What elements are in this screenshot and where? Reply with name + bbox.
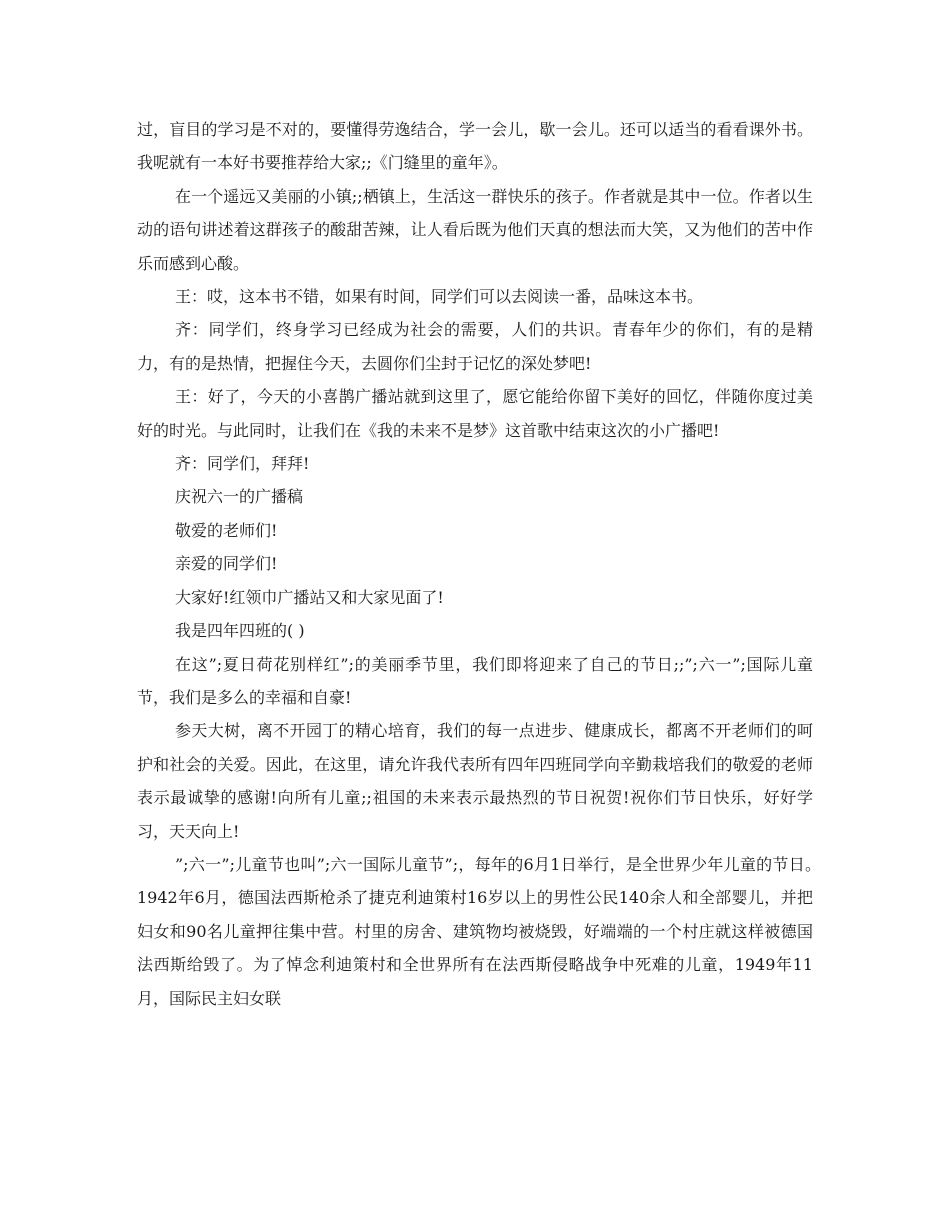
document-body — [137, 113, 830, 1015]
paragraph-11: 我是四年四班的( ) — [175, 621, 305, 641]
paragraph-9: 亲爱的同学们! — [175, 554, 278, 574]
paragraph-2: 在一个遥远又美丽的小镇;;栖镇上，生活这一群快乐的孩子。作者就是其中一位。作者以生动的语句讲述着这群孩子的酸甜苦辣，让人看后既为他们天真的想法而大笑，又为他们的苦中作乐而感到心酸。 — [137, 186, 813, 273]
paragraph-14: ”;六一”;儿童节也叫”;六一国际儿童节”;，每年的6月1日举行，是全世界少年儿童的节日。 1942年6月，德国法西斯枪杀了捷克利迪策村16岁以上的男性公民140余人和全部婴儿，并把妇女和90名儿童押往集中营。村里的房舍、建筑物均被烧毁，好端端的一个村庄就这样被德国法西斯给毁了。为了悼念利迪策村和全世界所有在法西斯侵略战争中死难的儿童，1949年11月，国际民主妇女联 — [137, 854, 830, 1008]
paragraph-5: 王：好了，今天的小喜鹊广播站就到这里了，愿它能给你留下美好的回忆，伴随你度过美好的时光。与此同时，让我们在《我的未来不是梦》这首歌中结束这次的小广播吧! — [137, 387, 813, 440]
paragraph-8: 敬爱的老师们! — [175, 520, 278, 540]
paragraph-1: 过，盲目的学习是不对的，要懂得劳逸结合，学一会儿，歇一会儿。还可以适当的看看课外书。我呢就有一本好书要推荐给大家;;《门缝里的童年》。 — [137, 120, 813, 173]
paragraph-6: 齐：同学们，拜拜! — [175, 454, 310, 474]
paragraph-10: 大家好!红领巾广播站又和大家见面了! — [175, 587, 444, 607]
paragraph-12: 在这”;夏日荷花别样红”;的美丽季节里，我们即将迎来了自己的节日;;”;六一”;国际儿童节，我们是多么的幸福和自豪! — [137, 654, 813, 707]
paragraph-4: 齐：同学们，终身学习已经成为社会的需要，人们的共识。青春年少的你们，有的是精力，有的是热情，把握住今天，去圆你们尘封于记忆的深处梦吧! — [137, 320, 813, 373]
paragraph-13: 参天大树，离不开园丁的精心培育，我们的每一点进步、健康成长，都离不开老师们的呵护和社会的关爱。因此，在这里，请允许我代表所有四年四班同学向辛勤栽培我们的敬爱的老师表示最诚挚的感谢!向所有儿童;;祖国的未来表示最热烈的节日祝贺!祝你们节日快乐，好好学习，天天向上! — [137, 721, 813, 841]
paragraph-3: 王：哎，这本书不错，如果有时间，同学们可以去阅读一番，品味这本书。 — [175, 287, 704, 307]
paragraph-7: 庆祝六一的广播稿 — [175, 487, 304, 507]
